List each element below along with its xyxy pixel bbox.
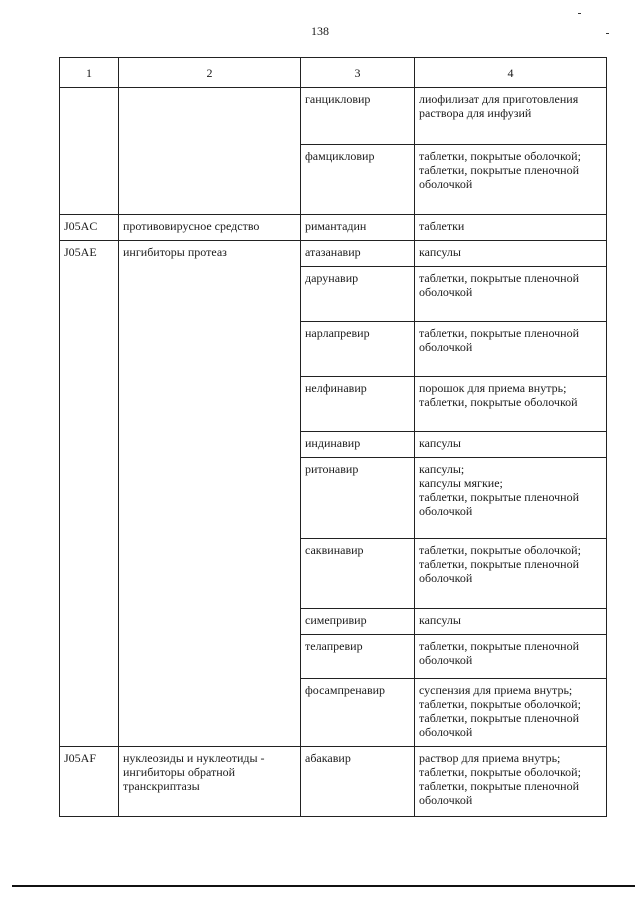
dosage-forms-cell: порошок для приема внутрь; таблетки, покрытые оболочкой xyxy=(415,377,607,432)
dosage-forms-cell: суспензия для приема внутрь; таблетки, покрытые оболочкой; таблетки, покрытые пленочной оболочкой xyxy=(415,679,607,747)
table-body xyxy=(60,88,607,817)
atc-code-cell: J05AC xyxy=(60,215,119,241)
table-row xyxy=(60,88,607,145)
table-row xyxy=(60,747,607,817)
page-number: 138 xyxy=(311,24,329,38)
dosage-forms-cell: капсулы xyxy=(415,609,607,635)
dosage-forms-cell: таблетки xyxy=(415,215,607,241)
drug-name-cell: нарлапревир xyxy=(301,322,415,377)
drug-name-cell: нелфинавир xyxy=(301,377,415,432)
scan-speck xyxy=(578,13,581,14)
table-row xyxy=(60,215,607,241)
group-description-cell: нуклеозиды и нуклеотиды - ингибиторы обратной транскриптазы xyxy=(119,747,301,817)
column-header: 2 xyxy=(119,58,301,88)
atc-code-cell xyxy=(60,88,119,215)
atc-code-cell: J05AE xyxy=(60,241,119,747)
group-description-cell: противовирусное средство xyxy=(119,215,301,241)
dosage-forms-cell: капсулы xyxy=(415,241,607,267)
drug-name-cell: фосампренавир xyxy=(301,679,415,747)
scan-speck xyxy=(606,33,609,34)
column-header: 4 xyxy=(415,58,607,88)
atc-code-cell: J05AF xyxy=(60,747,119,817)
drug-name-cell: ганцикловир xyxy=(301,88,415,145)
group-description-cell xyxy=(119,88,301,215)
dosage-forms-cell: таблетки, покрытые оболочкой; таблетки, покрытые пленочной оболочкой xyxy=(415,145,607,215)
bottom-rule xyxy=(12,885,635,887)
drug-name-cell: римантадин xyxy=(301,215,415,241)
dosage-forms-cell: капсулы xyxy=(415,432,607,458)
drug-name-cell: абакавир xyxy=(301,747,415,817)
drug-name-cell: ритонавир xyxy=(301,458,415,539)
dosage-forms-cell: таблетки, покрытые пленочной оболочкой xyxy=(415,322,607,377)
drug-table xyxy=(59,57,607,817)
drug-name-cell: симепривир xyxy=(301,609,415,635)
dosage-forms-cell: лиофилизат для приготовления раствора для инфузий xyxy=(415,88,607,145)
drug-name-cell: атазанавир xyxy=(301,241,415,267)
group-description-cell: ингибиторы протеаз xyxy=(119,241,301,747)
drug-name-cell: телапревир xyxy=(301,635,415,679)
dosage-forms-cell: таблетки, покрытые пленочной оболочкой xyxy=(415,267,607,322)
drug-name-cell: индинавир xyxy=(301,432,415,458)
dosage-forms-cell: раствор для приема внутрь; таблетки, покрытые оболочкой; таблетки, покрытые пленочной оболочкой xyxy=(415,747,607,817)
column-header: 1 xyxy=(60,58,119,88)
dosage-forms-cell: таблетки, покрытые пленочной оболочкой xyxy=(415,635,607,679)
drug-name-cell: дарунавир xyxy=(301,267,415,322)
table-header-row xyxy=(60,58,607,88)
dosage-forms-cell: капсулы; капсулы мягкие; таблетки, покрытые пленочной оболочкой xyxy=(415,458,607,539)
dosage-forms-cell: таблетки, покрытые оболочкой; таблетки, покрытые пленочной оболочкой xyxy=(415,539,607,609)
table-row xyxy=(60,241,607,267)
drug-name-cell: фамцикловир xyxy=(301,145,415,215)
drug-name-cell: саквинавир xyxy=(301,539,415,609)
column-header: 3 xyxy=(301,58,415,88)
